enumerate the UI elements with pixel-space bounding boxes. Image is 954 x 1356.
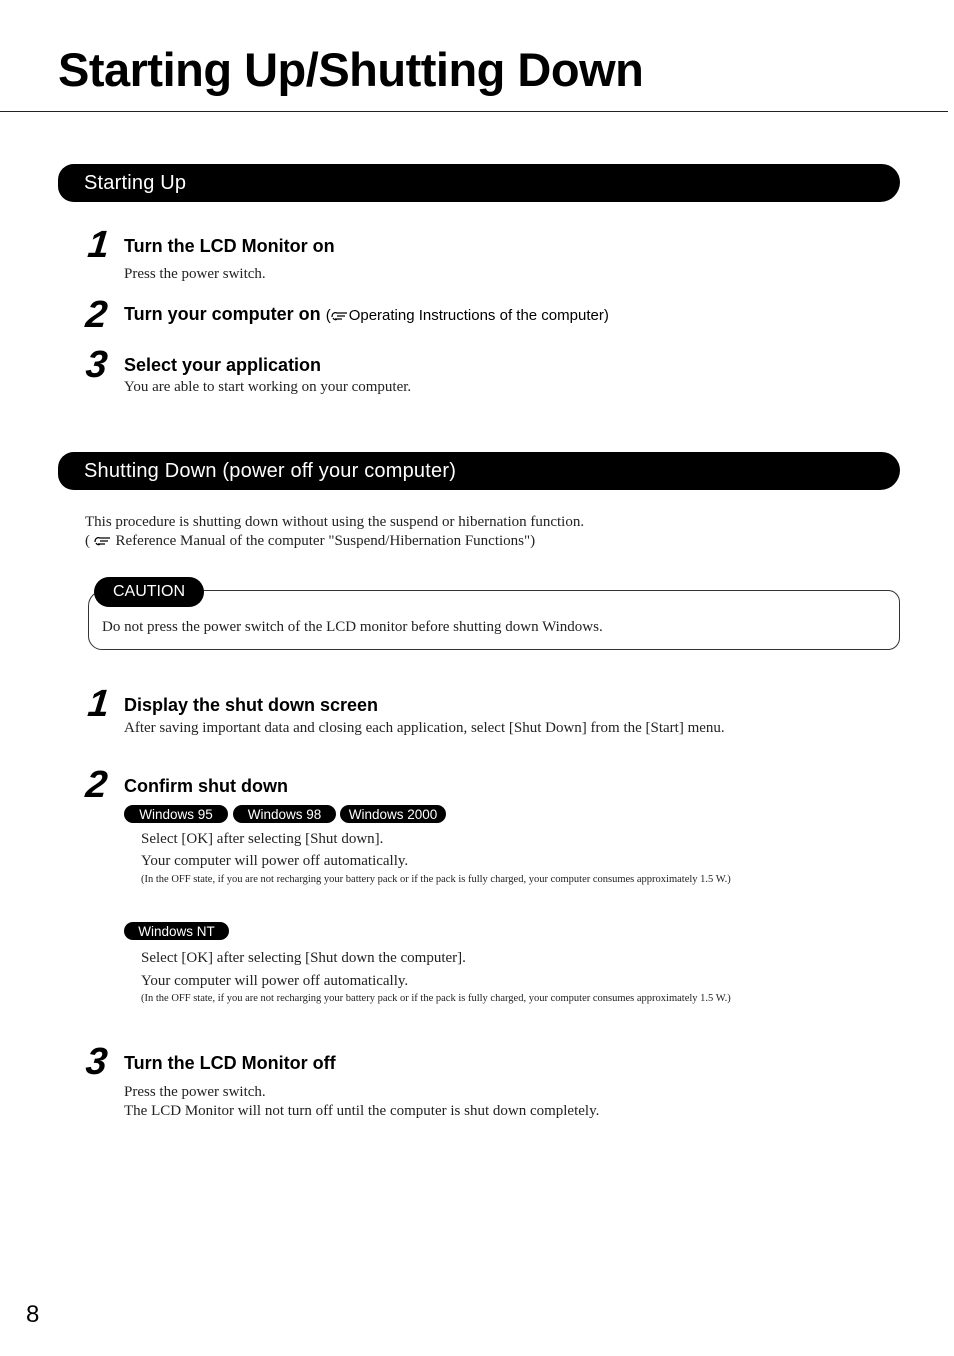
- step-body: Press the power switch.: [124, 1084, 266, 1100]
- pointing-hand-icon: [331, 309, 349, 321]
- step-heading: Confirm shut down: [124, 776, 288, 796]
- pointing-hand-icon: [94, 534, 112, 546]
- step-body: You are able to start working on your computer.: [124, 379, 412, 395]
- instruction-text: Select [OK] after selecting [Shut down].: [141, 831, 384, 847]
- step-number: 3: [83, 1041, 110, 1083]
- os-badge-windows-98: Windows 98: [233, 805, 336, 823]
- section-banner-shutting-down: Shutting Down (power off your computer): [58, 452, 900, 490]
- step-number: 3: [83, 344, 110, 386]
- step-body: Press the power switch.: [124, 266, 266, 282]
- step-body: The LCD Monitor will not turn off until the computer is shut down completely.: [124, 1103, 600, 1119]
- section-banner-starting-up: Starting Up: [58, 164, 900, 202]
- step-heading: Turn the LCD Monitor off: [124, 1053, 336, 1073]
- step-heading-row: [124, 304, 609, 325]
- intro-text: This procedure is shutting down without using the suspend or hibernation function.: [85, 514, 585, 530]
- os-badge-windows-nt: Windows NT: [124, 922, 229, 940]
- instruction-text: Select [OK] after selecting [Shut down the computer].: [141, 950, 466, 966]
- step-heading: Display the shut down screen: [124, 695, 379, 715]
- power-note: (In the OFF state, if you are not recharging your battery pack or if the pack is fully charged, your computer consumes approximately 1.5 W.): [141, 874, 731, 885]
- instruction-text: Your computer will power off automatically.: [141, 853, 409, 869]
- step-number: 1: [85, 224, 112, 266]
- title-divider: [0, 111, 948, 112]
- power-note: (In the OFF state, if you are not recharging your battery pack or if the pack is fully charged, your computer consumes approximately 1.5 W.): [141, 993, 731, 1004]
- page-number: 8: [26, 1301, 40, 1328]
- step-body: After saving important data and closing each application, select [Shut Down] from the [Start] menu.: [124, 720, 725, 736]
- step-heading: Turn your computer on: [124, 304, 321, 324]
- step-heading: Turn the LCD Monitor on: [124, 236, 335, 256]
- reference-note: ( Operating Instructions of the computer): [325, 307, 609, 324]
- instruction-text: Your computer will power off automatically.: [141, 973, 409, 989]
- os-badge-windows-95: Windows 95: [124, 805, 228, 823]
- intro-reference: ( Reference Manual of the computer "Suspend/Hibernation Functions"): [85, 533, 536, 549]
- caution-text: Do not press the power switch of the LCD monitor before shutting down Windows.: [102, 619, 603, 635]
- step-number: 2: [83, 764, 110, 806]
- step-heading: Select your application: [124, 355, 322, 375]
- step-number: 2: [83, 294, 110, 336]
- caution-label: CAUTION: [94, 577, 204, 607]
- os-badge-windows-2000: Windows 2000: [340, 805, 446, 823]
- step-number: 1: [85, 683, 112, 725]
- page-title: Starting Up/Shutting Down: [58, 43, 644, 96]
